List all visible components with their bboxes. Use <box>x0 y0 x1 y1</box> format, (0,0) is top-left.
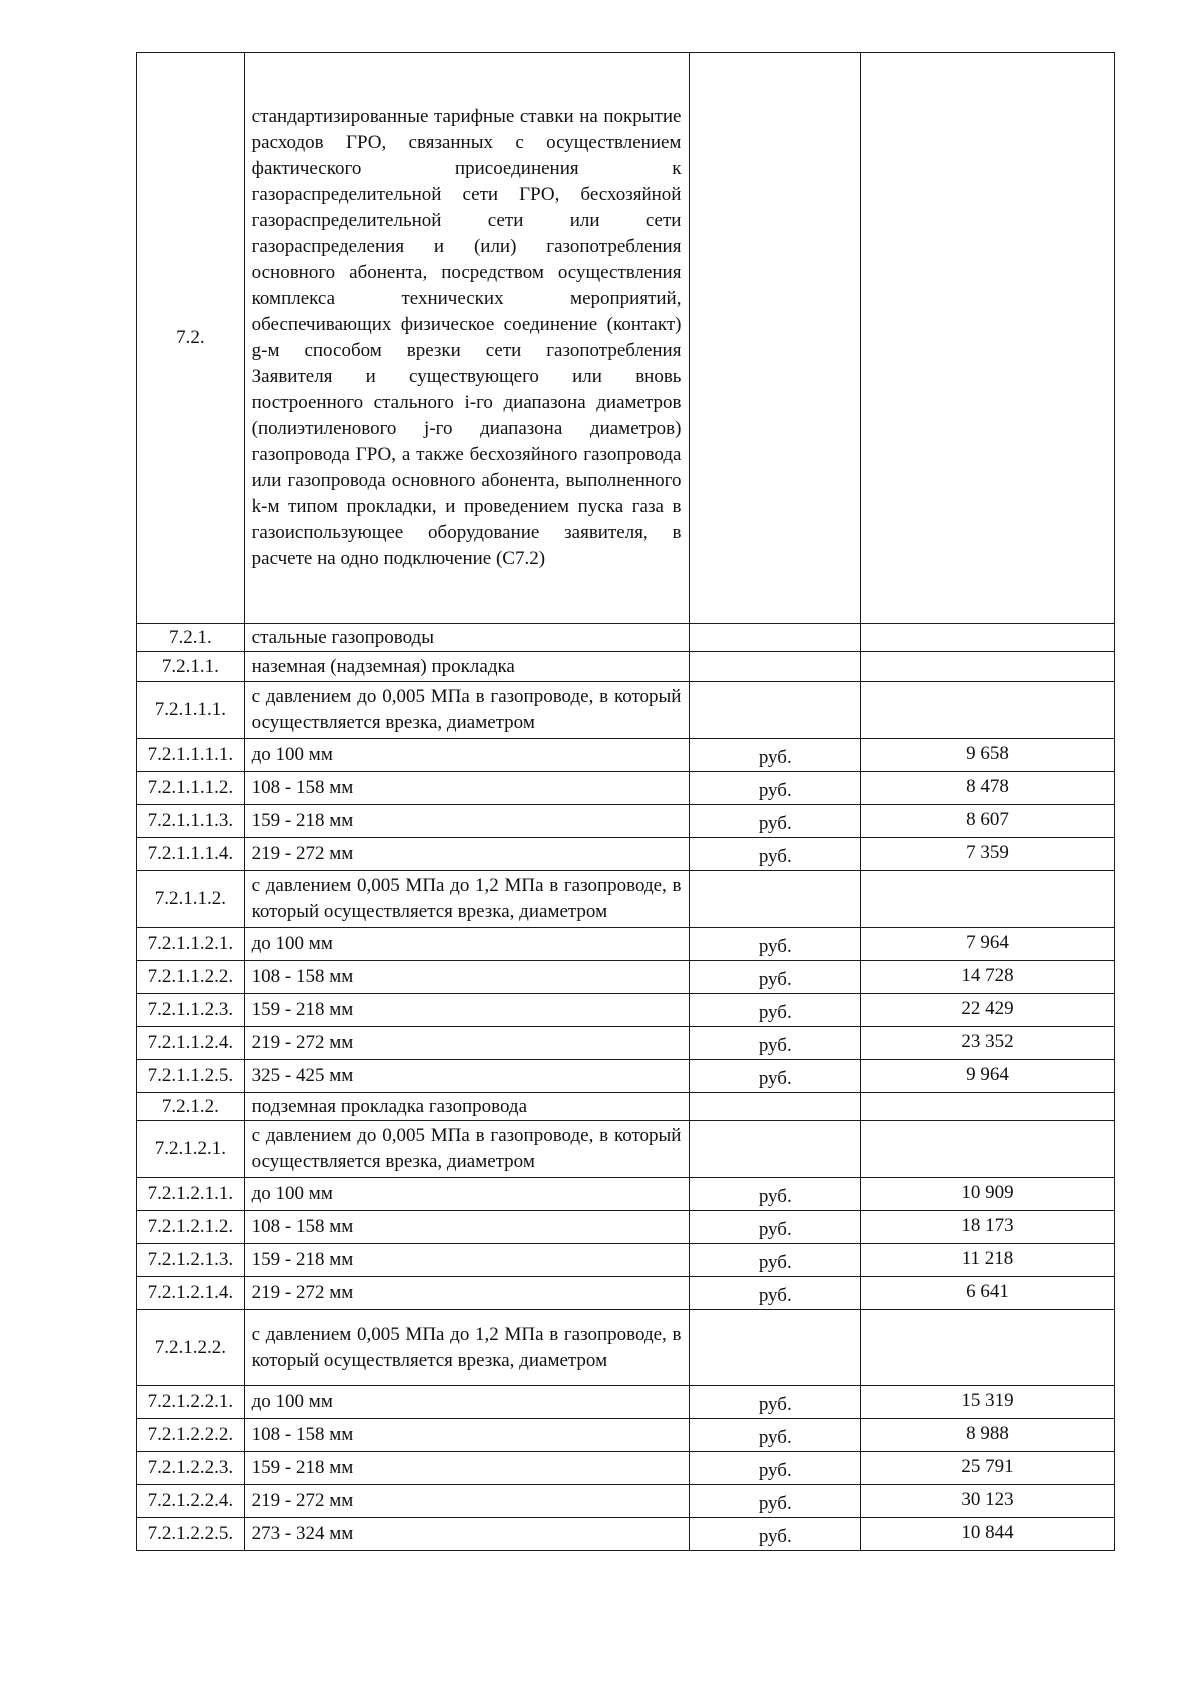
row-number: 7.2.1.2.1.4. <box>137 1277 245 1310</box>
row-number: 7.2.1.1. <box>137 652 245 682</box>
row-value <box>861 652 1115 682</box>
row-unit: руб. <box>690 994 861 1027</box>
row-number: 7.2.1.2.2.3. <box>137 1452 245 1485</box>
table-row <box>137 772 1115 805</box>
row-unit: руб. <box>690 1277 861 1310</box>
row-description: 219 - 272 мм <box>244 838 690 871</box>
row-unit: руб. <box>690 1060 861 1093</box>
row-unit <box>690 682 861 739</box>
row-number: 7.2.1.1.1. <box>137 682 245 739</box>
row-number: 7.2.1.1.2.2. <box>137 961 245 994</box>
row-unit <box>690 1310 861 1386</box>
table-row <box>137 1060 1115 1093</box>
row-value: 9 964 <box>861 1060 1115 1093</box>
row-value: 7 964 <box>861 928 1115 961</box>
row-description: 273 - 324 мм <box>244 1518 690 1551</box>
row-description: 219 - 272 мм <box>244 1485 690 1518</box>
table-row <box>137 1518 1115 1551</box>
row-value <box>861 1093 1115 1121</box>
row-number: 7.2.1.2.1.3. <box>137 1244 245 1277</box>
row-description: 108 - 158 мм <box>244 1211 690 1244</box>
row-description: до 100 мм <box>244 739 690 772</box>
row-value: 23 352 <box>861 1027 1115 1060</box>
row-description: 159 - 218 мм <box>244 994 690 1027</box>
row-description: 108 - 158 мм <box>244 961 690 994</box>
row-value: 8 988 <box>861 1419 1115 1452</box>
row-number: 7.2.1.1.1.1. <box>137 739 245 772</box>
row-number: 7.2.1.2.1. <box>137 1121 245 1178</box>
row-description: 108 - 158 мм <box>244 772 690 805</box>
row-description: до 100 мм <box>244 1386 690 1419</box>
table-row <box>137 53 1115 624</box>
table-row <box>137 1452 1115 1485</box>
row-unit: руб. <box>690 1211 861 1244</box>
row-number: 7.2.1.2.2.5. <box>137 1518 245 1551</box>
row-value: 9 658 <box>861 739 1115 772</box>
row-description: до 100 мм <box>244 1178 690 1211</box>
row-number: 7.2.1.2.1.2. <box>137 1211 245 1244</box>
tariff-table-body <box>137 53 1115 1551</box>
row-unit: руб. <box>690 1485 861 1518</box>
table-row <box>137 1244 1115 1277</box>
table-row <box>137 1419 1115 1452</box>
row-number: 7.2.1.1.1.4. <box>137 838 245 871</box>
row-unit: руб. <box>690 1419 861 1452</box>
row-value: 8 607 <box>861 805 1115 838</box>
row-value: 10 909 <box>861 1178 1115 1211</box>
row-value <box>861 682 1115 739</box>
table-row <box>137 871 1115 928</box>
row-description: с давлением до 0,005 МПа в газопроводе, в который осуществляется врезка, диаметром <box>244 682 690 739</box>
table-row <box>137 1027 1115 1060</box>
row-description: стальные газопроводы <box>244 624 690 652</box>
row-description: 108 - 158 мм <box>244 1419 690 1452</box>
row-description: стандартизированные тарифные ставки на покрытие расходов ГРО, связанных с осуществлением фактического присоединения к газораспределительной сети ГРО, бесхозяйной газораспределительной сети или сети газораспределения и (или) газопотребления основного абонента, посредством осуществления комплекса технических мероприятий, обеспечивающих физическое соединение (контакт) g-м способом врезки сети газопотребления Заявителя и существующего или вновь построенного стального i-го диапазона диаметров (полиэтиленового j-го диапазона диаметров) газопровода ГРО, а также бесхозяйного газопровода или газопровода основного абонента, выполненного k-м типом прокладки, и проведением пуска газа в газоиспользующее оборудование заявителя, в расчете на одно подключение (С7.2) <box>244 53 690 624</box>
row-unit <box>690 871 861 928</box>
row-description: 219 - 272 мм <box>244 1277 690 1310</box>
row-unit: руб. <box>690 1027 861 1060</box>
row-value <box>861 1310 1115 1386</box>
row-number: 7.2.1.1.2.5. <box>137 1060 245 1093</box>
row-description: 159 - 218 мм <box>244 805 690 838</box>
table-row <box>137 838 1115 871</box>
row-value <box>861 871 1115 928</box>
row-value: 18 173 <box>861 1211 1115 1244</box>
row-value: 7 359 <box>861 838 1115 871</box>
row-value: 14 728 <box>861 961 1115 994</box>
table-row <box>137 682 1115 739</box>
row-value: 11 218 <box>861 1244 1115 1277</box>
row-number: 7.2.1.1.1.3. <box>137 805 245 838</box>
row-number: 7.2. <box>137 53 245 624</box>
row-value: 30 123 <box>861 1485 1115 1518</box>
row-description: наземная (надземная) прокладка <box>244 652 690 682</box>
row-value: 15 319 <box>861 1386 1115 1419</box>
row-number: 7.2.1.1.2.3. <box>137 994 245 1027</box>
row-value: 8 478 <box>861 772 1115 805</box>
row-unit: руб. <box>690 1244 861 1277</box>
table-row <box>137 1211 1115 1244</box>
table-row <box>137 805 1115 838</box>
row-unit: руб. <box>690 1452 861 1485</box>
row-unit <box>690 1093 861 1121</box>
row-number: 7.2.1.2.2.1. <box>137 1386 245 1419</box>
table-row <box>137 624 1115 652</box>
row-description: 219 - 272 мм <box>244 1027 690 1060</box>
row-number: 7.2.1.2.2. <box>137 1310 245 1386</box>
row-unit: руб. <box>690 805 861 838</box>
table-row <box>137 1386 1115 1419</box>
row-unit: руб. <box>690 1178 861 1211</box>
row-value: 25 791 <box>861 1452 1115 1485</box>
row-unit: руб. <box>690 838 861 871</box>
table-row <box>137 928 1115 961</box>
row-unit <box>690 652 861 682</box>
row-value: 6 641 <box>861 1277 1115 1310</box>
table-row <box>137 1093 1115 1121</box>
row-value: 10 844 <box>861 1518 1115 1551</box>
row-unit: руб. <box>690 739 861 772</box>
row-number: 7.2.1.1.2. <box>137 871 245 928</box>
row-description: подземная прокладка газопровода <box>244 1093 690 1121</box>
row-value <box>861 1121 1115 1178</box>
row-description: 159 - 218 мм <box>244 1452 690 1485</box>
table-row <box>137 1121 1115 1178</box>
row-number: 7.2.1.2.2.4. <box>137 1485 245 1518</box>
row-unit: руб. <box>690 928 861 961</box>
row-number: 7.2.1.2. <box>137 1093 245 1121</box>
table-row <box>137 994 1115 1027</box>
row-number: 7.2.1. <box>137 624 245 652</box>
row-value <box>861 624 1115 652</box>
row-description: 325 - 425 мм <box>244 1060 690 1093</box>
table-row <box>137 961 1115 994</box>
row-number: 7.2.1.2.2.2. <box>137 1419 245 1452</box>
table-row <box>137 739 1115 772</box>
row-value <box>861 53 1115 624</box>
row-unit <box>690 53 861 624</box>
table-row <box>137 1277 1115 1310</box>
row-unit <box>690 1121 861 1178</box>
row-description: 159 - 218 мм <box>244 1244 690 1277</box>
row-description: до 100 мм <box>244 928 690 961</box>
row-unit: руб. <box>690 1386 861 1419</box>
table-row <box>137 1485 1115 1518</box>
table-row <box>137 652 1115 682</box>
tariff-table <box>136 52 1115 1551</box>
row-number: 7.2.1.2.1.1. <box>137 1178 245 1211</box>
row-number: 7.2.1.1.2.1. <box>137 928 245 961</box>
row-unit: руб. <box>690 1518 861 1551</box>
row-description: с давлением 0,005 МПа до 1,2 МПа в газопроводе, в который осуществляется врезка, диаметром <box>244 1310 690 1386</box>
row-description: с давлением до 0,005 МПа в газопроводе, в который осуществляется врезка, диаметром <box>244 1121 690 1178</box>
row-number: 7.2.1.1.1.2. <box>137 772 245 805</box>
table-row <box>137 1178 1115 1211</box>
row-unit: руб. <box>690 772 861 805</box>
row-description: с давлением 0,005 МПа до 1,2 МПа в газопроводе, в который осуществляется врезка, диаметром <box>244 871 690 928</box>
row-value: 22 429 <box>861 994 1115 1027</box>
table-row <box>137 1310 1115 1386</box>
row-number: 7.2.1.1.2.4. <box>137 1027 245 1060</box>
row-unit: руб. <box>690 961 861 994</box>
row-unit <box>690 624 861 652</box>
